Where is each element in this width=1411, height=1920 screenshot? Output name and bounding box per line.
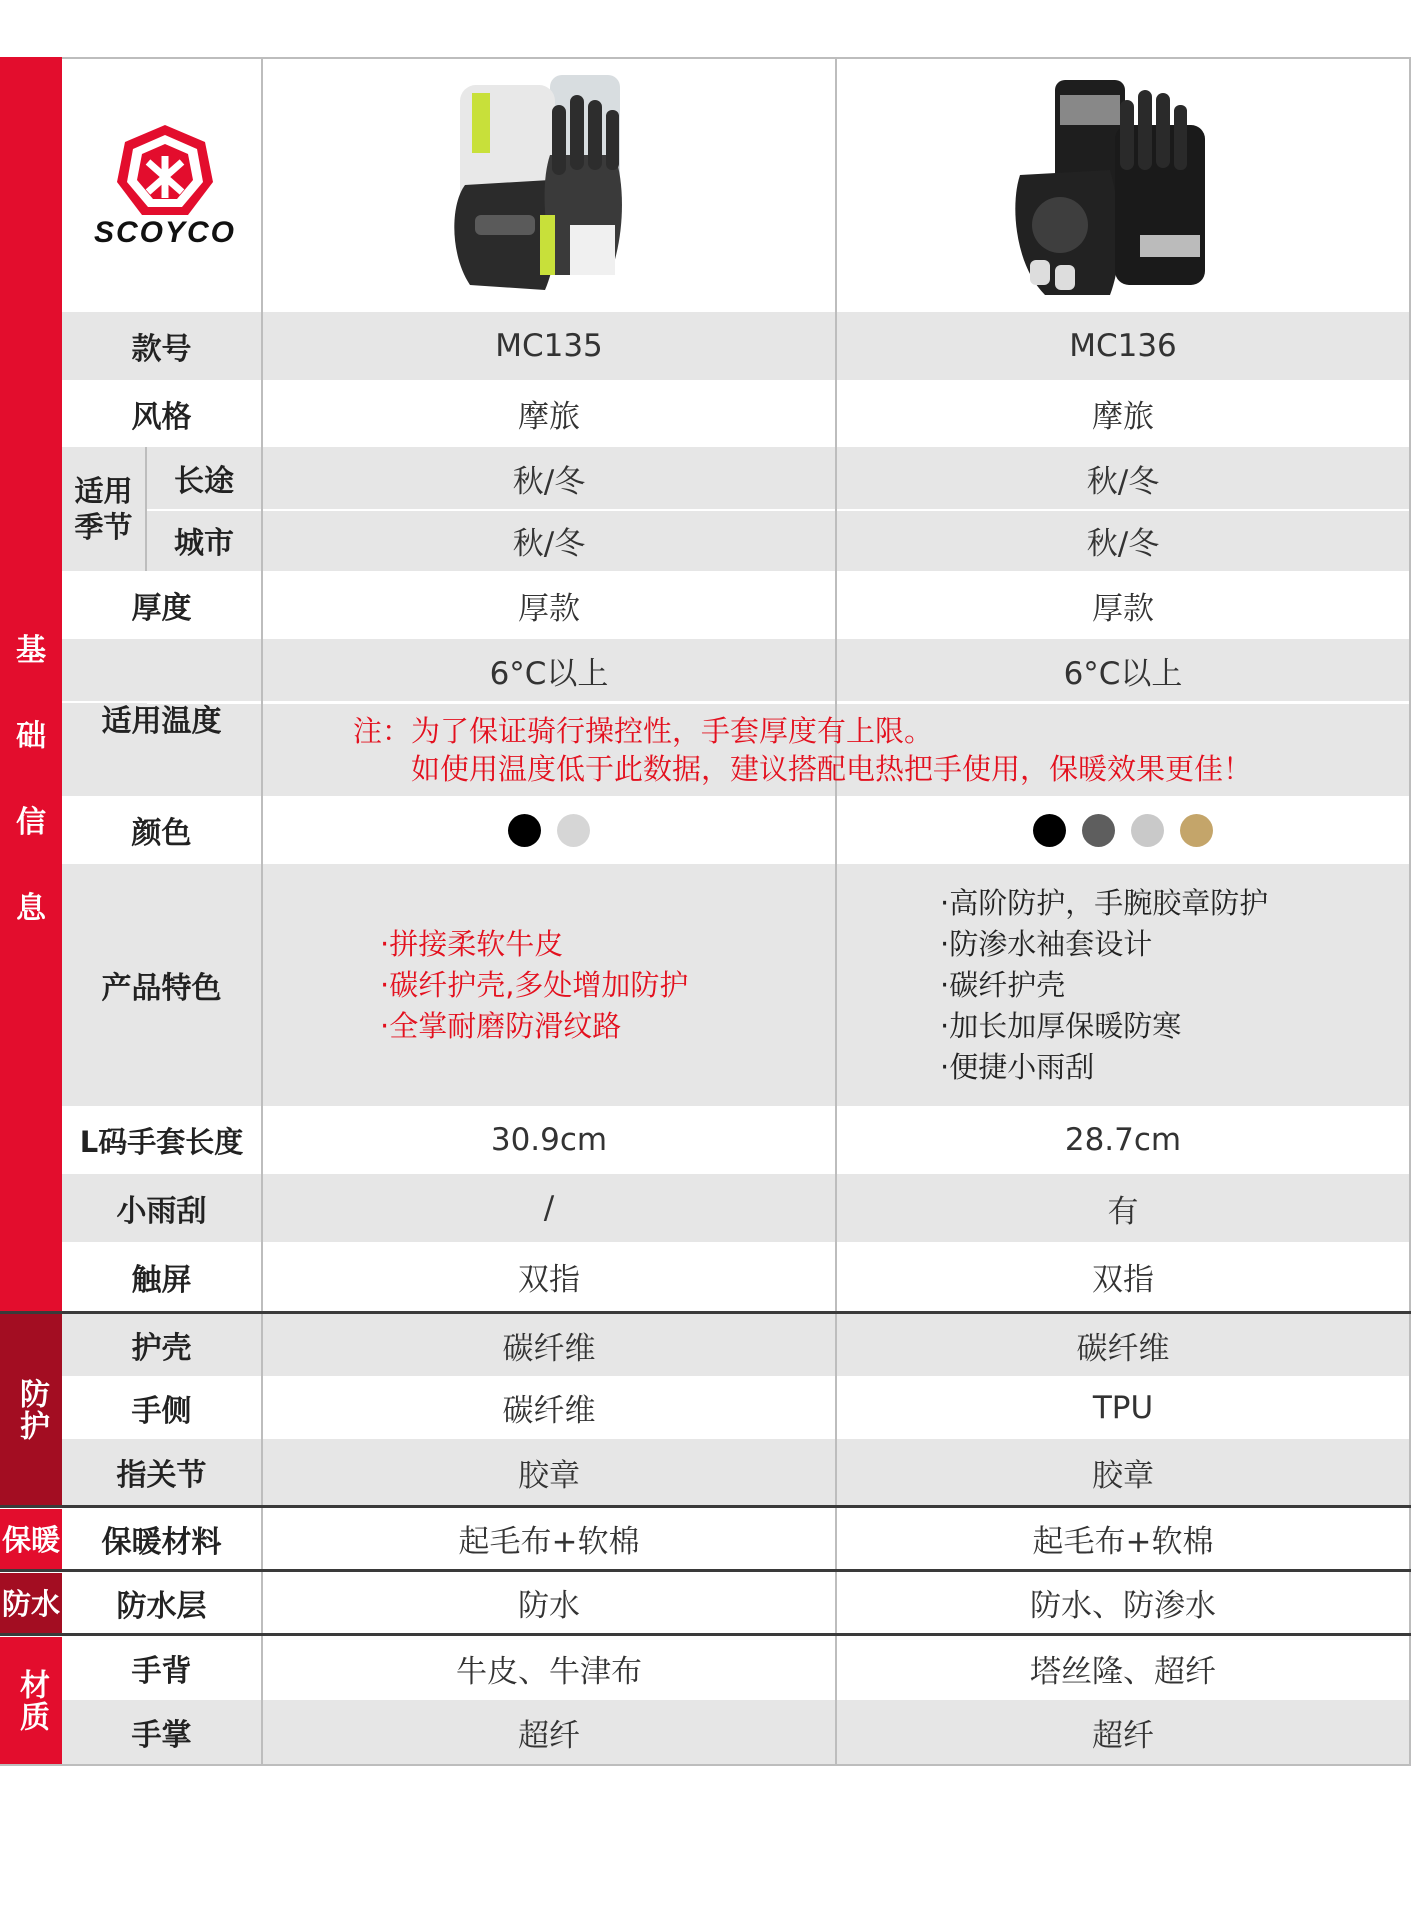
section-material	[0, 1637, 62, 1765]
label-color: 颜色	[131, 816, 192, 851]
mc135-wiper: /	[543, 1190, 555, 1226]
feature-item: ·防渗水袖套设计	[940, 926, 1153, 961]
mc136-thickness: 厚款	[1092, 590, 1154, 627]
label-thickness: 厚度	[131, 591, 192, 626]
mc136-waterproof-layer: 防水、防渗水	[1030, 1588, 1216, 1624]
label-knuckle: 指关节	[116, 1458, 207, 1493]
section-waterproof-label: 防水	[1, 1586, 60, 1621]
label-shell: 护壳	[131, 1331, 192, 1366]
label-length: L码手套长度	[79, 1124, 244, 1159]
mc136-shell: 碳纤维	[1076, 1330, 1170, 1367]
mc136-touch: 双指	[1092, 1262, 1154, 1298]
label-side: 手侧	[131, 1393, 192, 1429]
section-basic-char: 基	[16, 633, 46, 668]
label-back: 手背	[131, 1654, 192, 1689]
mc135-side: 碳纤维	[502, 1393, 596, 1429]
section-basic-char: 信	[16, 805, 46, 840]
swatch-dark-gray	[1082, 814, 1115, 847]
mc136-warm-material: 起毛布+软棉	[1032, 1524, 1214, 1560]
mc136-temperature: 6°C以上	[1063, 655, 1183, 692]
mc135-features	[380, 864, 835, 1106]
season-group-line2: 季节	[74, 510, 133, 544]
section-basic-char: 息	[16, 891, 46, 926]
swatch-light-gray	[1131, 814, 1164, 847]
mc135-temperature: 6°C以上	[489, 655, 609, 692]
mc136-knuckle: 胶章	[1092, 1457, 1154, 1494]
mc135-palm: 超纤	[518, 1717, 580, 1754]
label-features: 产品特色	[101, 971, 222, 1006]
mc135-thickness: 厚款	[518, 590, 580, 627]
feature-item: ·碳纤护壳,多处增加防护	[380, 967, 689, 1002]
mc136-wiper: 有	[1107, 1193, 1139, 1230]
swatch-light-gray	[557, 814, 590, 847]
mc135-waterproof-layer: 防水	[518, 1588, 580, 1624]
section-basic	[0, 57, 62, 1313]
glove-mc136-photo	[1000, 65, 1240, 305]
label-warm-material: 保暖材料	[101, 1524, 222, 1560]
mc136-length: 28.7cm	[1064, 1122, 1182, 1158]
mc136-palm: 超纤	[1092, 1717, 1154, 1754]
mc135-knuckle: 胶章	[518, 1457, 580, 1494]
mc136-season-city: 秋/冬	[1086, 525, 1160, 562]
mc135-warm-material: 起毛布+软棉	[458, 1524, 640, 1560]
mc136-style: 摩旅	[1092, 399, 1154, 435]
feature-item: ·拼接柔软牛皮	[380, 926, 564, 961]
mc135-length: 30.9cm	[490, 1122, 608, 1158]
feature-item: ·便捷小雨刮	[940, 1049, 1095, 1084]
label-temperature: 适用温度	[101, 703, 222, 739]
mc135-model: MC135	[495, 328, 603, 364]
mc135-style: 摩旅	[518, 399, 580, 435]
section-protection-label: 防护	[14, 1378, 49, 1442]
label-wiper: 小雨刮	[116, 1194, 207, 1229]
section-warmth-label: 保暖	[1, 1522, 60, 1557]
mc135-touch: 双指	[518, 1262, 580, 1298]
feature-item: ·高阶防护，手腕胶章防护	[940, 885, 1269, 920]
label-season-long: 长途	[174, 464, 234, 499]
swatch-black	[1033, 814, 1066, 847]
mc136-season-long: 秋/冬	[1086, 463, 1160, 500]
mc135-shell: 碳纤维	[502, 1330, 596, 1367]
feature-item: ·全掌耐磨防滑纹路	[380, 1008, 622, 1043]
season-group-line1: 适用	[74, 474, 133, 508]
section-protection	[0, 1313, 62, 1507]
table-bottom-line	[0, 1764, 1411, 1766]
mc135-back: 牛皮、牛津布	[456, 1653, 642, 1690]
label-waterproof-layer: 防水层	[116, 1588, 207, 1624]
mc135-colors	[263, 796, 835, 864]
swatch-khaki	[1180, 814, 1213, 847]
section-material-label: 材质	[14, 1669, 49, 1733]
mc135-season-city: 秋/冬	[512, 525, 586, 562]
temperature-note	[263, 703, 1409, 796]
feature-item: ·加长加厚保暖防寒	[940, 1008, 1182, 1043]
label-touch: 触屏	[131, 1262, 192, 1298]
brand-logo	[70, 120, 260, 255]
section-waterproof	[0, 1573, 62, 1635]
logo-wordmark: SCOYCO	[93, 216, 237, 249]
label-style: 风格	[131, 399, 192, 435]
mc136-back: 塔丝隆、超纤	[1030, 1653, 1216, 1690]
section-warmth	[0, 1509, 62, 1571]
mc136-model: MC136	[1069, 328, 1177, 364]
glove-mc135-photo	[430, 65, 670, 305]
label-palm: 手掌	[131, 1718, 192, 1753]
temperature-note-line2: 如使用温度低于此数据，建议搭配电热把手使用，保暖效果更佳！	[411, 751, 1253, 786]
mc136-features	[940, 864, 1409, 1106]
feature-item: ·碳纤护壳	[940, 967, 1066, 1002]
swatch-black	[508, 814, 541, 847]
label-season-city: 城市	[174, 526, 234, 561]
mc136-colors	[837, 796, 1409, 864]
label-season-group	[62, 447, 145, 571]
mc136-side: TPU	[1092, 1389, 1154, 1426]
mc135-season-long: 秋/冬	[512, 463, 586, 500]
label-model: 款号	[131, 332, 192, 367]
temperature-note-line1: 注：为了保证骑行操控性，手套厚度有上限。	[353, 713, 934, 748]
section-basic-char: 础	[16, 719, 46, 754]
